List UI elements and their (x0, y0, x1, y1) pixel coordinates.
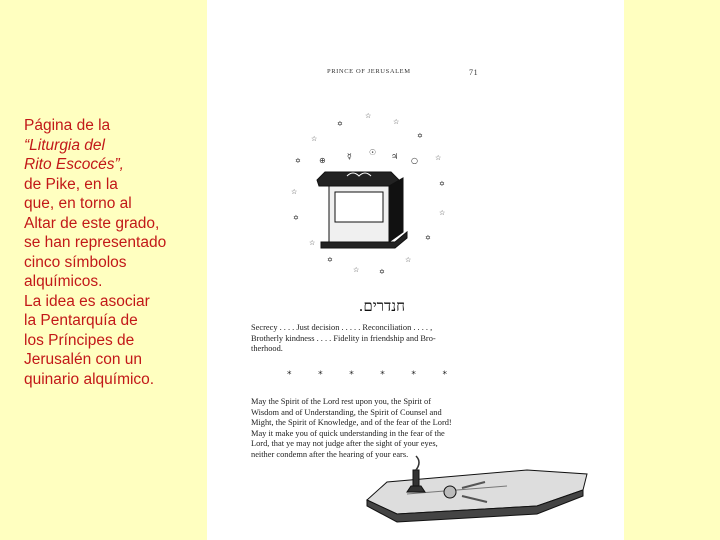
verse-line: May the Spirit of the Lord rest upon you, the Spirit of (251, 397, 432, 406)
separator-star: * (287, 370, 292, 380)
caption-line: quinario alquímico. (24, 370, 155, 388)
virtues-line: Brotherly kindness . . . . Fidelity in friendship and Bro- (251, 333, 436, 343)
caption-line: de Pike, en la (24, 175, 118, 193)
circle-star: ☆ (291, 188, 298, 196)
page-number: 71 (469, 68, 479, 77)
verse-line: Lord, that ye may not judge after the sight of your eyes, (251, 439, 438, 448)
blessing-verse (251, 397, 491, 460)
circle-star: ☆ (311, 135, 318, 143)
circle-star: ☆ (435, 154, 442, 162)
caption-line: la Pentarquía de (24, 312, 138, 329)
caption-line: Página de la (24, 117, 111, 134)
hebrew-word: חנדרים. (358, 297, 405, 315)
alchemical-symbol-sun-icon: ☉ (369, 148, 377, 157)
caption-line: cinco símbolos (24, 253, 127, 271)
verse-line: Wisdom and of Understanding, the Spirit of Counsel and (251, 407, 442, 417)
caption-line: los Príncipes de (24, 331, 135, 349)
caption-line (24, 155, 204, 175)
circle-star: ☆ (405, 256, 412, 264)
virtues-line: therhood. (251, 344, 283, 353)
separator-star: * (318, 370, 323, 380)
circle-star: ☆ (309, 239, 316, 247)
circle-star: ✡ (439, 180, 445, 188)
caption-line: se han representado (24, 234, 167, 251)
caption-line-italic: Rito Escocés”, (24, 156, 124, 173)
circle-star: ☆ (365, 112, 372, 120)
caption-text-block (24, 116, 204, 389)
separator-star: * (411, 370, 416, 380)
running-head-title: PRINCE OF JERUSALEM (327, 68, 411, 75)
altar-drawing (317, 172, 407, 248)
circle-star: ✡ (417, 132, 423, 140)
alchemical-symbol-earth-icon: ⊕ (319, 156, 326, 165)
circle-star: ✡ (379, 268, 385, 276)
caption-line: alquímicos. (24, 273, 103, 290)
circle-star: ✡ (337, 120, 343, 128)
coffin-drawing (367, 456, 587, 522)
caption-line: que, en torno al (24, 195, 132, 212)
caption-line-italic: “Liturgia del (24, 136, 105, 154)
verse-line: neither condemn after the hearing of your ears. (251, 449, 409, 459)
caption-line: La idea es asociar (24, 292, 150, 310)
circle-star: ☆ (393, 118, 400, 126)
separator-star: * (349, 370, 354, 380)
circle-star: ✡ (327, 256, 333, 264)
star-separator-row (287, 370, 447, 380)
alchemical-symbol-mercury-icon: ☿ (347, 152, 352, 161)
circle-star: ☆ (439, 209, 446, 217)
caption-line (24, 136, 204, 156)
virtues-line: Secrecy . . . . Just decision . . . . . Reconciliation . . . . , (251, 323, 433, 332)
alchemical-symbol-jupiter-icon: ♃ (391, 152, 399, 161)
circle-star: ☆ (353, 266, 360, 274)
circle-star: ✡ (295, 157, 301, 165)
separator-star: * (442, 370, 447, 380)
circle-star: ✡ (425, 234, 431, 242)
virtues-list (251, 323, 491, 355)
caption-line: Jerusalén con un (24, 351, 143, 368)
verse-line: Might, the Spirit of Knowledge, and of the fear of the Lord! (251, 418, 452, 427)
verse-line: May it make you of quick understanding in the fear of the (251, 428, 445, 438)
caption-line: Altar de este grado, (24, 214, 160, 232)
book-page-scan (207, 0, 624, 540)
circle-star: ✡ (293, 214, 299, 222)
alchemical-symbol-circle-icon: ○ (411, 156, 418, 165)
separator-star: * (380, 370, 385, 380)
